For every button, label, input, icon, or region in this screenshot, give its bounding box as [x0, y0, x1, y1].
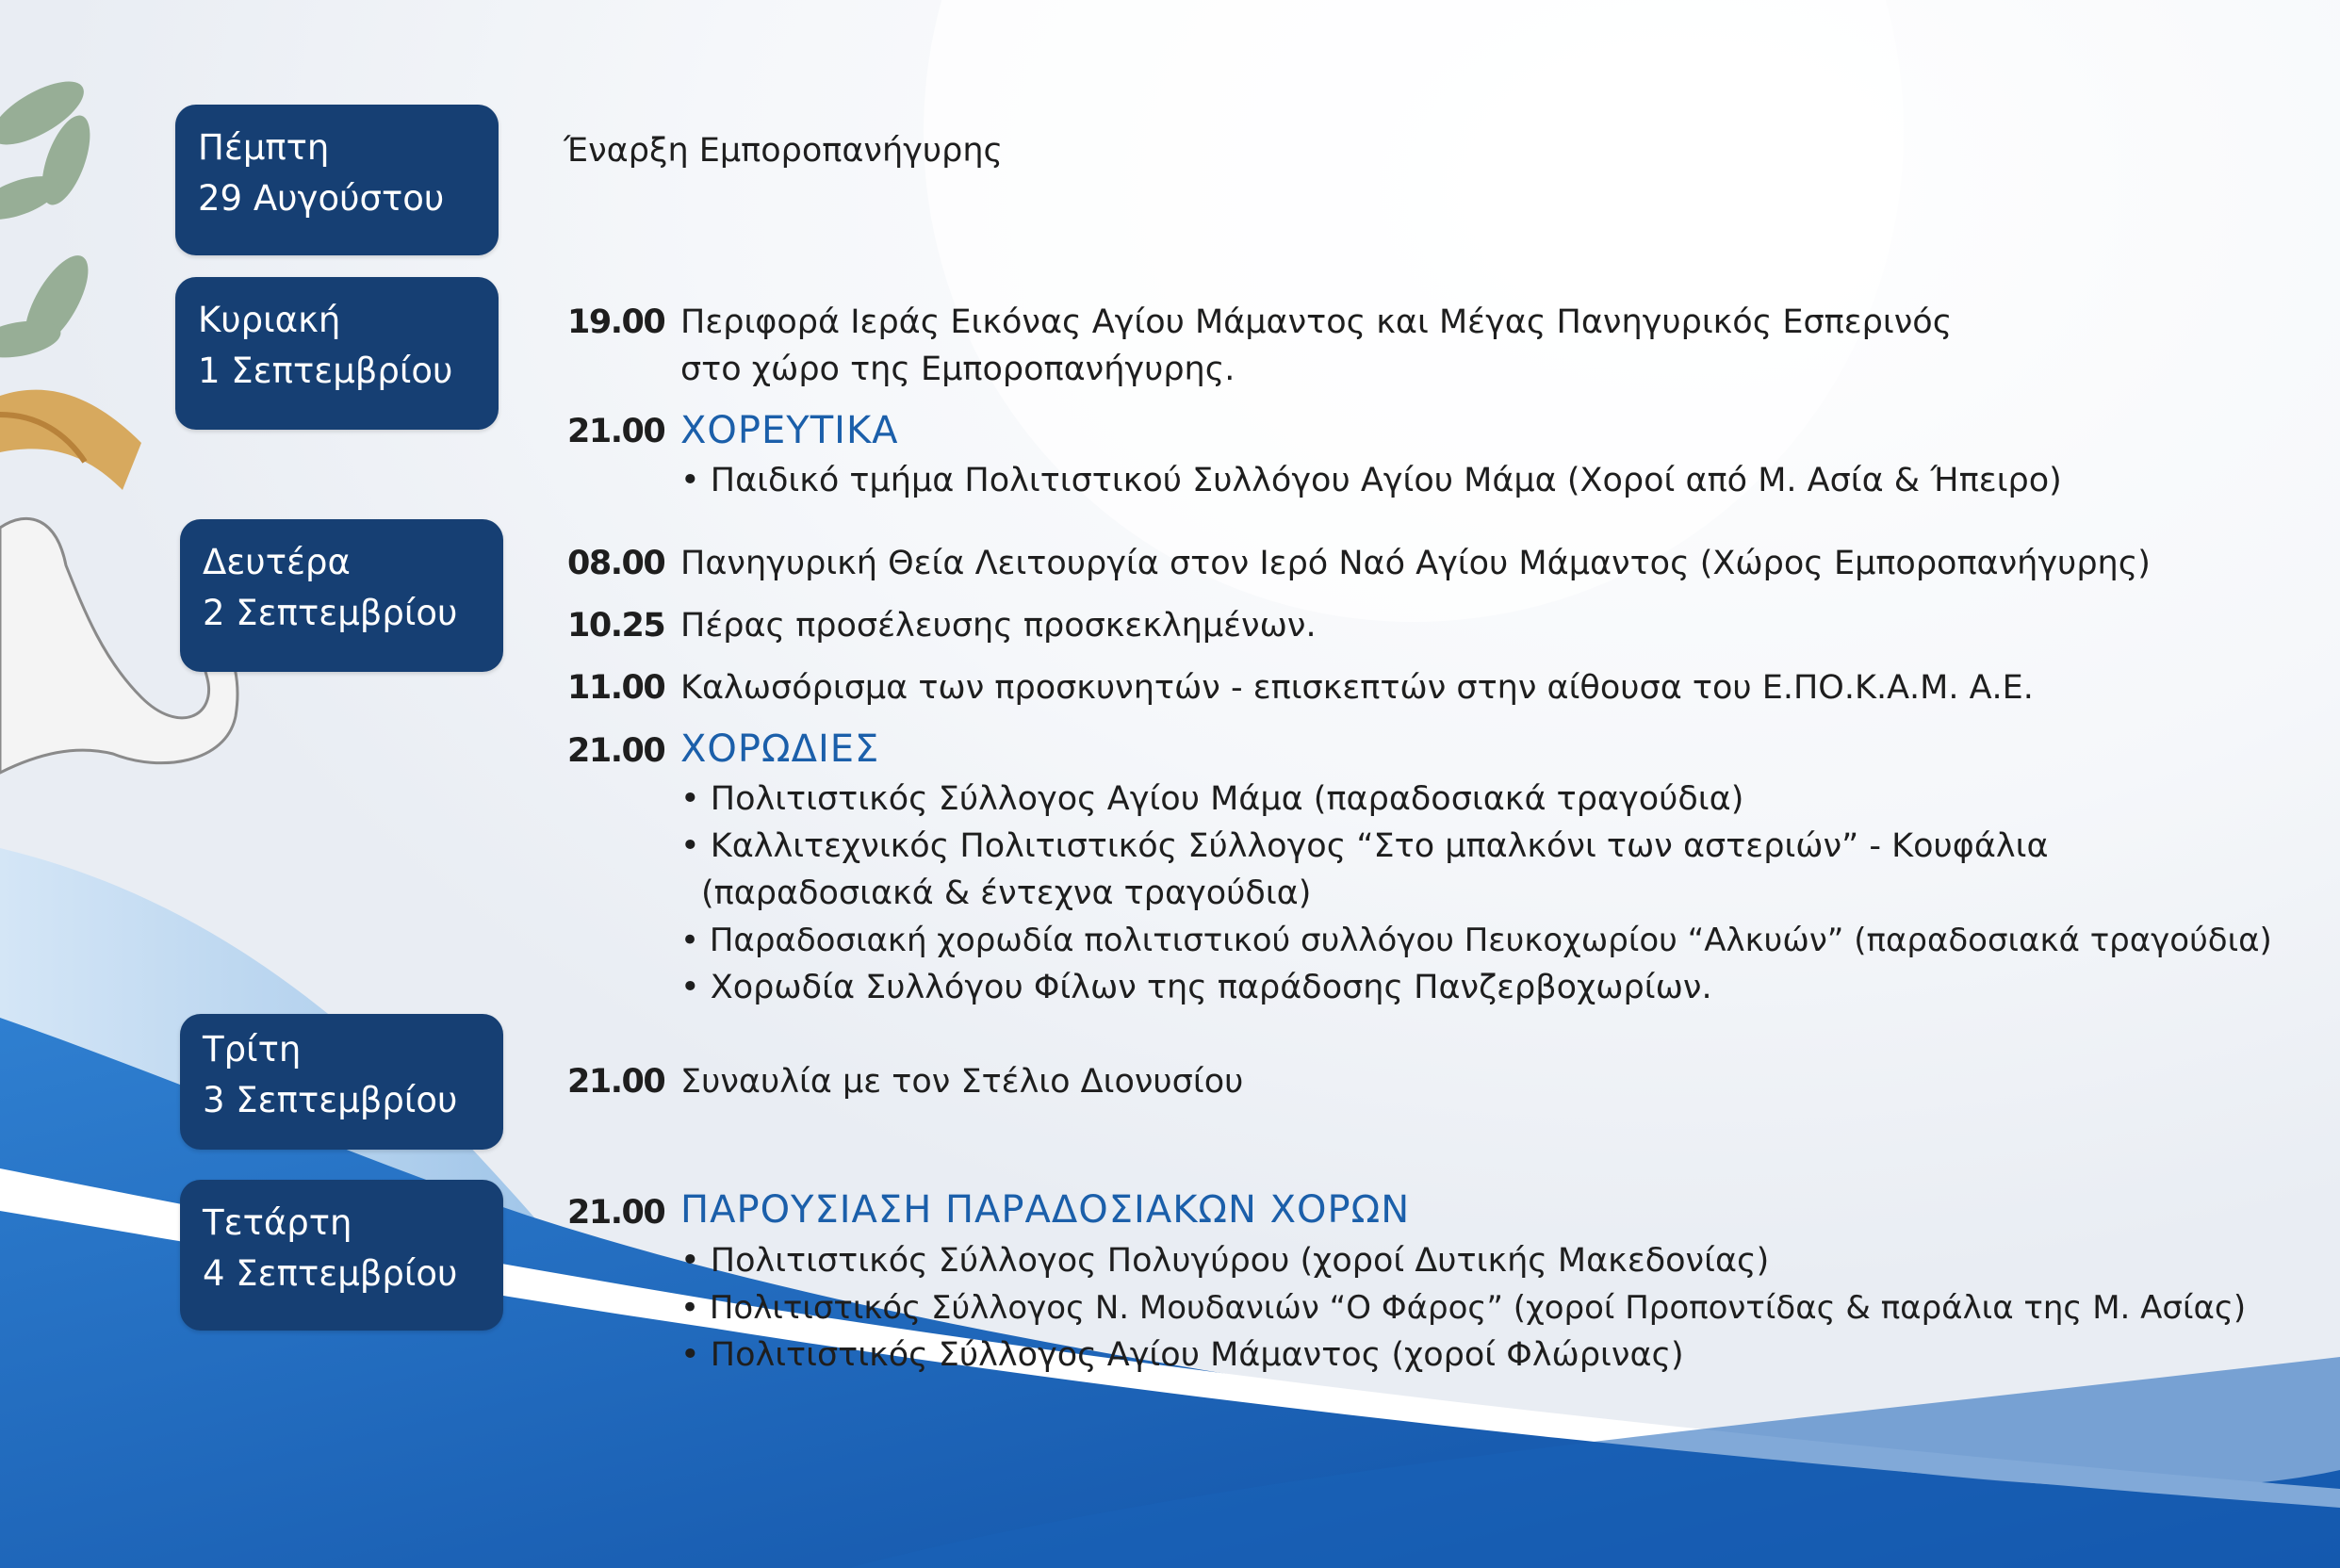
- event-heading: ΧΟΡΩΔΙΕΣ: [680, 727, 880, 771]
- event-time: 21.00: [567, 413, 665, 450]
- list-item: • Παραδοσιακή χορωδία πολιτιστικού συλλόγου Πευκοχωρίου “Αλκυών” (παραδοσιακά τραγούδια): [680, 922, 2272, 959]
- event-time: 11.00: [567, 669, 665, 707]
- list-item: • Χορωδία Συλλόγου Φίλων της παράδοσης Πανζερβοχωρίων.: [680, 969, 1712, 1006]
- day-name: Τετάρτη: [203, 1202, 352, 1243]
- event-time: 08.00: [567, 545, 665, 582]
- day-date: 1 Σεπτεμβρίου: [198, 351, 453, 391]
- day-name: Κυριακή: [198, 300, 341, 340]
- day-box-wednesday: [180, 1180, 503, 1331]
- day-date: 2 Σεπτεμβρίου: [203, 593, 458, 633]
- event-time: 21.00: [567, 1063, 665, 1101]
- list-item: (παραδοσιακά & έντεχνα τραγούδια): [701, 874, 1312, 912]
- event-text: στο χώρο της Εμποροπανήγυρης.: [680, 351, 1235, 388]
- day-box-monday: [180, 519, 503, 672]
- list-item: • Πολιτιστικός Σύλλογος Ν. Μουδανιών “Ο Φάρος” (χοροί Προποντίδας & παράλια της Μ. Ασίας): [680, 1289, 2247, 1327]
- day-date: 29 Αυγούστου: [198, 178, 445, 219]
- day-name: Δευτέρα: [203, 542, 351, 582]
- list-item: • Πολιτιστικός Σύλλογος Αγίου Μάμα (παραδοσιακά τραγούδια): [680, 780, 1744, 818]
- list-item: • Καλλιτεχνικός Πολιτιστικός Σύλλογος “Στο μπαλκόνι των αστεριών” - Κουφάλια: [680, 827, 2049, 865]
- day-name: Τρίτη: [203, 1029, 302, 1070]
- day-date: 4 Σεπτεμβρίου: [203, 1253, 458, 1294]
- event-time: 21.00: [567, 732, 665, 770]
- list-item: • Πολιτιστικός Σύλλογος Πολυγύρου (χοροί Δυτικής Μακεδονίας): [680, 1242, 1770, 1280]
- day-date: 3 Σεπτεμβρίου: [203, 1080, 458, 1120]
- day-box-thursday: [175, 105, 499, 255]
- day-box-tuesday: [180, 1014, 503, 1150]
- event-time: 19.00: [567, 303, 665, 341]
- event-text: Περιφορά Ιεράς Εικόνας Αγίου Μάμαντος και Μέγας Πανηγυρικός Εσπερινός: [680, 303, 1953, 341]
- event-text: Πέρας προσέλευσης προσκεκλημένων.: [680, 607, 1317, 645]
- event-time: 10.25: [567, 607, 665, 645]
- event-heading: ΠΑΡΟΥΣΙΑΣΗ ΠΑΡΑΔΟΣΙΑΚΩΝ ΧΟΡΩΝ: [680, 1188, 1411, 1232]
- day-box-sunday: [175, 277, 499, 430]
- list-item: • Πολιτιστικός Σύλλογος Αγίου Μάμαντος (χοροί Φλώρινας): [680, 1336, 1684, 1374]
- event-time: 21.00: [567, 1194, 665, 1232]
- event-text: Πανηγυρική Θεία Λειτουργία στον Ιερό Ναό Αγίου Μάμαντος (Χώρος Εμποροπανήγυρης): [680, 545, 2151, 582]
- event-heading: ΧΟΡΕΥΤΙΚΑ: [680, 409, 899, 452]
- list-item: • Παιδικό τμήμα Πολιτιστικού Συλλόγου Αγίου Μάμα (Χοροί από Μ. Ασία & Ήπειρο): [680, 462, 2062, 499]
- day-name: Πέμπτη: [198, 127, 330, 168]
- event-text: Καλωσόρισμα των προσκυνητών - επισκεπτών στην αίθουσα του Ε.ΠΟ.Κ.Α.Μ. Α.Ε.: [680, 669, 2034, 707]
- event-text: Έναρξη Εμποροπανήγυρης: [564, 132, 1004, 170]
- event-text: Συναυλία με τον Στέλιο Διονυσίου: [680, 1063, 1244, 1101]
